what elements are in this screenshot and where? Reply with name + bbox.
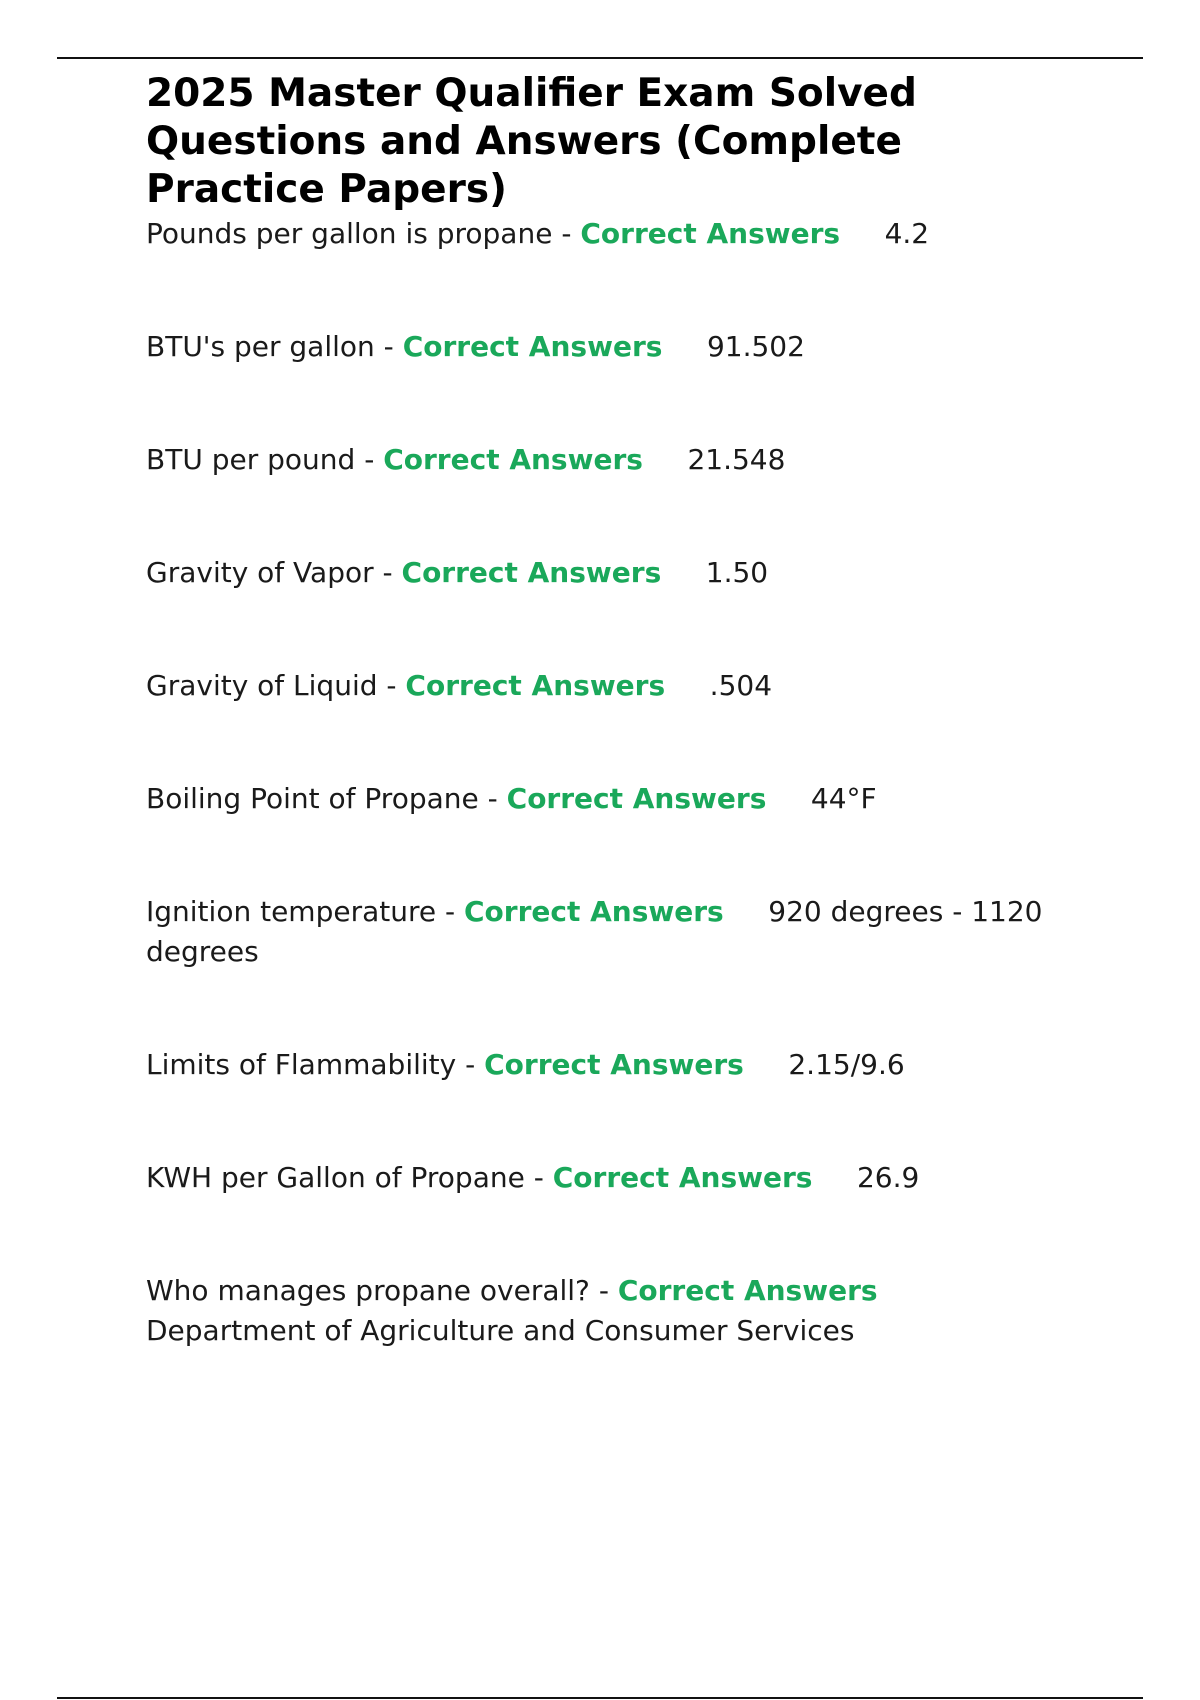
document-title: 2025 Master Qualifier Exam Solved Questions and Answers (Complete Practice Papers) [146, 71, 917, 212]
answer-text: 91.502 [706, 330, 805, 363]
answer-label: Correct Answers [580, 217, 841, 250]
document-body [146, 70, 1046, 1351]
question-text: Gravity of Vapor [146, 556, 374, 589]
answer-text: 26.9 [856, 1161, 920, 1194]
question-text: BTU per pound [146, 443, 356, 476]
qa-list [146, 214, 1046, 1351]
qa-item: Gravity of Liquid - Correct Answers .504 [146, 669, 773, 702]
bottom-rule [57, 1697, 1143, 1699]
qa-item: Gravity of Vapor - Correct Answers 1.50 [146, 556, 769, 589]
answer-label: Correct Answers [383, 443, 643, 476]
answer-label: Correct Answers [464, 895, 724, 928]
answer-text: Department of Agriculture and Consumer Services [146, 1314, 855, 1347]
answer-label: Correct Answers [405, 669, 666, 702]
answer-label: Correct Answers [617, 1274, 878, 1307]
answer-label: Correct Answers [401, 556, 662, 589]
question-text: BTU's per gallon [146, 330, 375, 363]
question-text: KWH per Gallon of Propane [146, 1161, 525, 1194]
question-text: Ignition temperature [146, 895, 437, 928]
qa-item: BTU per pound - Correct Answers 21.548 [146, 443, 786, 476]
answer-text: 44°F [810, 782, 877, 815]
qa-item: KWH per Gallon of Propane - Correct Answers 26.9 [146, 1161, 920, 1194]
answer-text: 920 degrees - 1120 degrees [146, 895, 1043, 968]
qa-item: Who manages propane overall? - Correct Answers Department of Agriculture and Consumer Services [146, 1274, 878, 1347]
qa-item: Ignition temperature - Correct Answers 920 degrees - 1120 degrees [146, 895, 1043, 968]
answer-text: 21.548 [687, 443, 786, 476]
answer-text: 4.2 [884, 217, 930, 250]
qa-item: Pounds per gallon is propane - Correct Answers 4.2 [146, 217, 930, 250]
answer-text: .504 [709, 669, 773, 702]
qa-item: Boiling Point of Propane - Correct Answers 44°F [146, 782, 877, 815]
answer-text: 2.15/9.6 [788, 1048, 905, 1081]
qa-item: BTU's per gallon - Correct Answers 91.502 [146, 330, 805, 363]
answer-text: 1.50 [705, 556, 769, 589]
answer-label: Correct Answers [552, 1161, 813, 1194]
top-rule [57, 57, 1143, 59]
answer-label: Correct Answers [484, 1048, 744, 1081]
question-text: Gravity of Liquid [146, 669, 378, 702]
question-text: Boiling Point of Propane [146, 782, 479, 815]
qa-item: Limits of Flammability - Correct Answers 2.15/9.6 [146, 1048, 905, 1081]
question-text: Limits of Flammability [146, 1048, 457, 1081]
answer-label: Correct Answers [402, 330, 663, 363]
answer-label: Correct Answers [506, 782, 767, 815]
question-text: Who manages propane overall? [146, 1274, 590, 1307]
question-text: Pounds per gallon is propane [146, 217, 553, 250]
